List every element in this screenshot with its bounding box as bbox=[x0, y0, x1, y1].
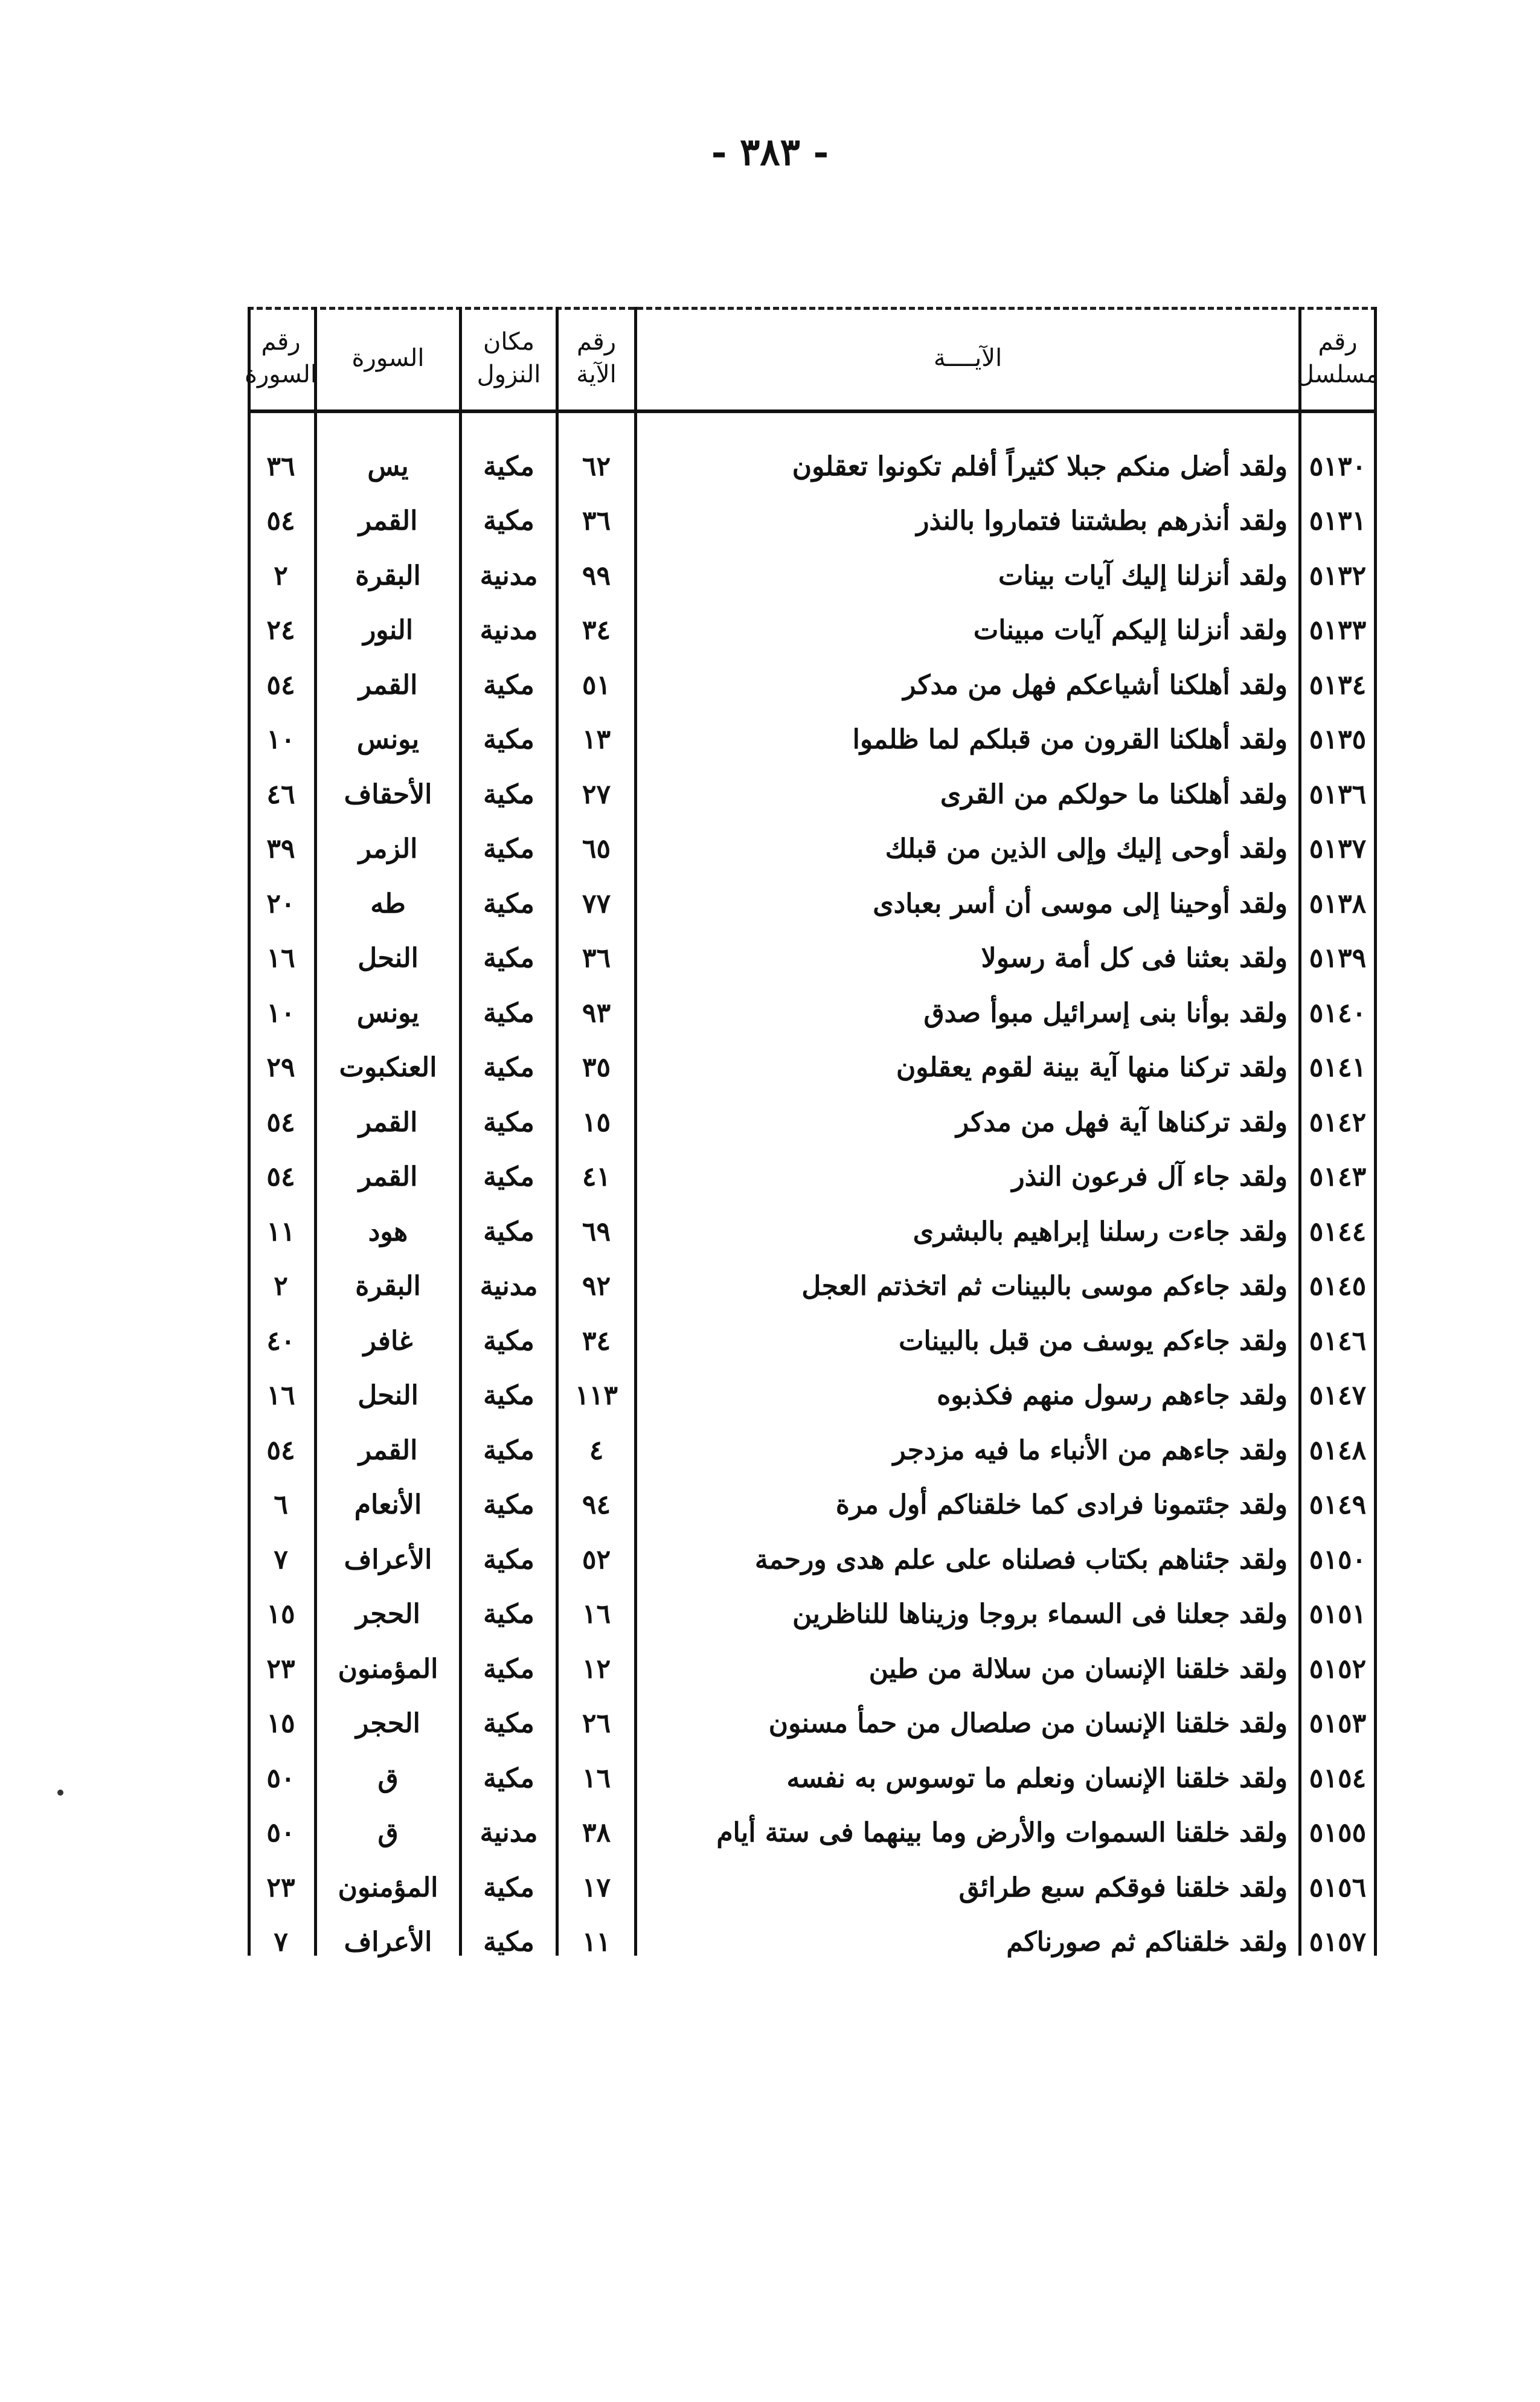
surah-cell: الأنعام bbox=[354, 1489, 422, 1520]
ayah-number-cell: ٢٦ bbox=[582, 1708, 611, 1739]
place-cell: مكية bbox=[483, 1216, 534, 1247]
table-row bbox=[248, 1643, 1377, 1694]
header-serial: رقم مسلسل bbox=[1296, 328, 1379, 388]
surah-cell: ق bbox=[377, 1817, 399, 1848]
serial-cell: ٥١٤٠ bbox=[1309, 997, 1367, 1029]
serial-cell: ٥١٤١ bbox=[1309, 1052, 1367, 1083]
serial-cell: ٥١٥٥ bbox=[1309, 1817, 1367, 1848]
serial-cell: ٥١٣٩ bbox=[1309, 943, 1367, 974]
ayah-number-cell: ٦٩ bbox=[582, 1216, 611, 1247]
ayah-number-cell: ٢٧ bbox=[582, 779, 611, 810]
header-surah: السورة bbox=[351, 344, 425, 372]
surah-cell: طه bbox=[370, 888, 406, 919]
table-row bbox=[248, 987, 1377, 1038]
ayah-number-cell: ٦٢ bbox=[582, 451, 611, 482]
serial-cell: ٥١٣٢ bbox=[1309, 560, 1367, 591]
table-row bbox=[248, 660, 1377, 710]
ayah-cell: ولقد خلقنا الإنسان من صلصال من حمأ مسنون bbox=[768, 1708, 1288, 1739]
place-cell: مكية bbox=[483, 1489, 534, 1520]
ayah-number-cell: ٣٨ bbox=[582, 1817, 611, 1848]
place-cell: مكية bbox=[483, 997, 534, 1029]
table-row bbox=[248, 1425, 1377, 1476]
ayah-cell: ولقد أنذرهم بطشتنا فتماروا بالنذر bbox=[916, 506, 1288, 536]
surah-cell: النحل bbox=[358, 1380, 419, 1411]
surah-number-cell: ١٦ bbox=[266, 1380, 295, 1411]
table-row bbox=[248, 769, 1377, 820]
ayah-number-cell: ١٥ bbox=[582, 1106, 611, 1138]
surah-number-cell: ٤٦ bbox=[266, 779, 295, 810]
surah-cell: يس bbox=[367, 451, 409, 482]
serial-cell: ٥١٣٨ bbox=[1309, 888, 1367, 919]
surah-number-cell: ٥٠ bbox=[266, 1817, 295, 1848]
ayah-number-cell: ٥١ bbox=[582, 669, 611, 701]
surah-number-cell: ١٥ bbox=[266, 1599, 295, 1630]
surah-cell: الأحقاف bbox=[344, 779, 432, 810]
surah-cell: النور bbox=[363, 615, 413, 646]
serial-cell: ٥١٣٦ bbox=[1309, 779, 1367, 810]
serial-cell: ٥١٥٣ bbox=[1309, 1708, 1367, 1739]
header-ayah: الآيــــة bbox=[933, 344, 1003, 372]
ayah-cell: ولقد جاءكم يوسف من قبل بالبينات bbox=[899, 1325, 1288, 1357]
surah-cell: البقرة bbox=[355, 560, 421, 591]
ayah-number-cell: ٧٧ bbox=[582, 888, 611, 919]
ayah-cell: ولقد بوأنا بنى إسرائيل مبوأ صدق bbox=[923, 997, 1288, 1029]
place-cell: مكية bbox=[483, 1052, 534, 1083]
surah-number-cell: ٢ bbox=[274, 560, 288, 591]
surah-number-cell: ٥٤ bbox=[266, 1434, 295, 1466]
surah-cell: البقرة bbox=[355, 1271, 421, 1302]
table-row bbox=[248, 550, 1377, 601]
place-cell: مكية bbox=[483, 506, 534, 536]
place-cell: مكية bbox=[483, 669, 534, 701]
table-row bbox=[248, 1152, 1377, 1203]
serial-cell: ٥١٣٣ bbox=[1309, 615, 1367, 646]
ayah-cell: ولقد تركنا منها آية بينة لقوم يعقلون bbox=[896, 1052, 1288, 1083]
header-surah-number: رقم السورة bbox=[245, 328, 317, 388]
surah-number-cell: ٦ bbox=[274, 1489, 288, 1520]
surah-number-cell: ٥٤ bbox=[266, 1161, 295, 1192]
serial-cell: ٥١٤٩ bbox=[1309, 1489, 1367, 1520]
serial-cell: ٥١٣٧ bbox=[1309, 833, 1367, 864]
ayah-number-cell: ٣٥ bbox=[582, 1052, 611, 1083]
surah-cell: القمر bbox=[358, 1434, 418, 1466]
surah-number-cell: ٢٩ bbox=[266, 1052, 295, 1083]
surah-number-cell: ٢٣ bbox=[266, 1872, 295, 1903]
place-cell: مدنية bbox=[480, 1271, 538, 1302]
serial-cell: ٥١٣٤ bbox=[1309, 669, 1367, 701]
place-cell: مكية bbox=[483, 1872, 534, 1903]
ayah-number-cell: ٤١ bbox=[582, 1161, 611, 1192]
place-cell: مكية bbox=[483, 943, 534, 974]
ayah-number-cell: ٣٤ bbox=[582, 1325, 611, 1357]
surah-number-cell: ١١ bbox=[266, 1216, 295, 1247]
table-row bbox=[248, 1370, 1377, 1421]
ayah-number-cell: ١١ bbox=[582, 1927, 611, 1957]
serial-cell: ٥١٥٤ bbox=[1309, 1762, 1367, 1794]
ayah-number-cell: ٦٥ bbox=[582, 833, 611, 864]
ayah-cell: ولقد خلقنا فوقكم سبع طرائق bbox=[958, 1872, 1288, 1903]
ayah-number-cell: ١٦ bbox=[582, 1762, 611, 1794]
surah-number-cell: ٥٤ bbox=[266, 506, 295, 536]
serial-cell: ٥١٥٠ bbox=[1309, 1544, 1367, 1575]
table-row bbox=[248, 1261, 1377, 1312]
place-cell: مكية bbox=[483, 1653, 534, 1684]
ayah-number-cell: ١٦ bbox=[582, 1599, 611, 1630]
surah-number-cell: ٣٦ bbox=[266, 451, 295, 482]
serial-cell: ٥١٤٣ bbox=[1309, 1161, 1367, 1192]
place-cell: مكية bbox=[483, 779, 534, 810]
surah-cell: العنكبوت bbox=[339, 1052, 437, 1083]
ayah-cell: ولقد أنزلنا إليك آيات بينات bbox=[998, 560, 1288, 591]
surah-cell: غافر bbox=[363, 1325, 413, 1357]
table-row bbox=[248, 605, 1377, 656]
table-row bbox=[248, 1698, 1377, 1749]
ayah-number-cell: ١٣ bbox=[582, 724, 611, 755]
surah-cell: يونس bbox=[356, 997, 420, 1029]
place-cell: مكية bbox=[483, 451, 534, 482]
table-row bbox=[248, 1534, 1377, 1585]
surah-number-cell: ١٥ bbox=[266, 1708, 295, 1739]
surah-number-cell: ١٠ bbox=[266, 724, 295, 755]
ayah-cell: ولقد جاء آل فرعون النذر bbox=[1012, 1161, 1288, 1192]
place-cell: مكية bbox=[483, 888, 534, 919]
surah-number-cell: ٣٩ bbox=[266, 833, 295, 864]
ayah-number-cell: ٣٤ bbox=[582, 615, 611, 646]
index-table bbox=[245, 307, 1379, 1957]
ayah-cell: ولقد خلقناكم ثم صورناكم bbox=[1006, 1927, 1288, 1957]
serial-cell: ٥١٤٧ bbox=[1309, 1380, 1367, 1411]
ayah-cell: ولقد خلقنا الإنسان من سلالة من طين bbox=[868, 1653, 1288, 1684]
surah-cell: الحجر bbox=[356, 1599, 420, 1630]
ayah-number-cell: ٣٦ bbox=[582, 943, 611, 974]
place-cell: مكية bbox=[483, 1599, 534, 1630]
ayah-cell: ولقد أوحى إليك وإلى الذين من قبلك bbox=[885, 833, 1288, 864]
surah-cell: القمر bbox=[358, 1106, 418, 1138]
table-row bbox=[248, 1206, 1377, 1257]
serial-cell: ٥١٣٥ bbox=[1309, 724, 1367, 755]
surah-cell: يونس bbox=[356, 724, 420, 755]
ayah-cell: ولقد تركناها آية فهل من مدكر bbox=[955, 1106, 1288, 1138]
table-row bbox=[248, 824, 1377, 875]
table-row bbox=[248, 1315, 1377, 1366]
surah-number-cell: ٢٣ bbox=[266, 1653, 295, 1684]
ayah-cell: ولقد خلقنا السموات والأرض وما بينهما فى ستة أيام bbox=[716, 1817, 1288, 1848]
ayah-number-cell: ٥٢ bbox=[582, 1544, 611, 1575]
surah-number-cell: ١٦ bbox=[266, 943, 295, 974]
table-row bbox=[248, 1589, 1377, 1640]
ayah-cell: ولقد أضل منكم جبلا كثيراً أفلم تكونوا تعقلون bbox=[792, 451, 1288, 482]
surah-cell: النحل bbox=[358, 943, 419, 974]
serial-cell: ٥١٥٦ bbox=[1309, 1872, 1367, 1903]
serial-cell: ٥١٤٥ bbox=[1309, 1271, 1367, 1302]
surah-number-cell: ١٠ bbox=[266, 997, 295, 1029]
ayah-cell: ولقد جاءهم رسول منهم فكذبوه bbox=[937, 1380, 1288, 1411]
table-row bbox=[248, 1862, 1377, 1913]
place-cell: مكية bbox=[483, 1708, 534, 1739]
ayah-cell: ولقد أنزلنا إليكم آيات مبينات bbox=[973, 615, 1288, 646]
surah-cell: هود bbox=[368, 1216, 408, 1247]
surah-cell: المؤمنون bbox=[338, 1872, 438, 1903]
ayah-number-cell: ١١٣ bbox=[575, 1380, 618, 1411]
ayah-number-cell: ٣٦ bbox=[582, 506, 611, 536]
serial-cell: ٥١٣٠ bbox=[1309, 451, 1367, 482]
surah-cell: ق bbox=[377, 1762, 399, 1794]
ayah-cell: ولقد أوحينا إلى موسى أن أسر بعبادى bbox=[873, 888, 1288, 919]
surah-cell: القمر bbox=[358, 669, 418, 701]
surah-number-cell: ٥٠ bbox=[266, 1762, 295, 1794]
place-cell: مدنية bbox=[480, 560, 538, 591]
table-row bbox=[248, 441, 1377, 492]
serial-cell: ٥١٤٨ bbox=[1309, 1434, 1367, 1466]
serial-cell: ٥١٣١ bbox=[1309, 506, 1367, 536]
ayah-number-cell: ١٧ bbox=[582, 1872, 611, 1903]
place-cell: مدنية bbox=[480, 615, 538, 646]
place-cell: مكية bbox=[483, 1434, 534, 1466]
table-row bbox=[248, 496, 1377, 547]
page-number: - ٣٨٣ - bbox=[711, 130, 829, 174]
place-cell: مكية bbox=[483, 1544, 534, 1575]
table-row bbox=[248, 878, 1377, 929]
surah-cell: الأعراف bbox=[344, 1927, 432, 1957]
table-row bbox=[248, 1917, 1377, 1968]
place-cell: مكية bbox=[483, 1380, 534, 1411]
ayah-cell: ولقد أهلكنا ما حولكم من القرى bbox=[940, 779, 1288, 810]
place-cell: مكية bbox=[483, 833, 534, 864]
speck bbox=[57, 1790, 63, 1796]
header-rule bbox=[248, 409, 1377, 413]
surah-number-cell: ٢٤ bbox=[266, 615, 295, 646]
place-cell: مكية bbox=[483, 1106, 534, 1138]
place-cell: مكية bbox=[483, 1927, 534, 1957]
ayah-cell: ولقد بعثنا فى كل أمة رسولا bbox=[981, 943, 1288, 974]
ayah-cell: ولقد خلقنا الإنسان ونعلم ما توسوس به نفسه bbox=[786, 1762, 1288, 1794]
ayah-number-cell: ١٢ bbox=[582, 1653, 611, 1684]
ayah-cell: ولقد جاءت رسلنا إبراهيم بالبشرى bbox=[913, 1216, 1288, 1247]
table-row bbox=[248, 1480, 1377, 1530]
serial-cell: ٥١٤٦ bbox=[1309, 1325, 1367, 1357]
serial-cell: ٥١٥٢ bbox=[1309, 1653, 1367, 1684]
surah-cell: الزمر bbox=[358, 833, 418, 864]
ayah-cell: ولقد أهلكنا القرون من قبلكم لما ظلموا bbox=[852, 724, 1288, 755]
ayah-cell: ولقد أهلكنا أشياعكم فهل من مدكر bbox=[903, 669, 1288, 701]
serial-cell: ٥١٥٧ bbox=[1309, 1927, 1367, 1957]
surah-cell: الأعراف bbox=[344, 1544, 432, 1575]
place-cell: مكية bbox=[483, 724, 534, 755]
table-top-rule bbox=[248, 307, 1377, 310]
ayah-number-cell: ٩٢ bbox=[582, 1271, 611, 1302]
table-row bbox=[248, 1753, 1377, 1803]
header-ayah-number: رقم الآية bbox=[576, 328, 617, 388]
place-cell: مكية bbox=[483, 1161, 534, 1192]
surah-cell: المؤمنون bbox=[338, 1653, 438, 1684]
surah-number-cell: ٢٠ bbox=[266, 888, 295, 919]
serial-cell: ٥١٤٤ bbox=[1309, 1216, 1367, 1247]
ayah-number-cell: ٩٣ bbox=[582, 997, 611, 1029]
surah-number-cell: ٧ bbox=[274, 1927, 288, 1957]
table-row bbox=[248, 1097, 1377, 1148]
surah-number-cell: ٥٤ bbox=[266, 1106, 295, 1138]
ayah-number-cell: ٤ bbox=[589, 1434, 604, 1466]
header-place: مكان النزول bbox=[476, 328, 541, 388]
surah-cell: القمر bbox=[358, 1161, 418, 1192]
place-cell: مدنية bbox=[480, 1817, 538, 1848]
surah-number-cell: ٧ bbox=[274, 1544, 288, 1575]
serial-cell: ٥١٤٢ bbox=[1309, 1106, 1367, 1138]
ayah-cell: ولقد جئتمونا فرادى كما خلقناكم أول مرة bbox=[835, 1489, 1288, 1520]
ayah-number-cell: ٩٤ bbox=[582, 1489, 611, 1520]
table-row bbox=[248, 933, 1377, 984]
ayah-cell: ولقد جاءكم موسى بالبينات ثم اتخذتم العجل bbox=[801, 1271, 1288, 1302]
ayah-cell: ولقد جعلنا فى السماء بروجا وزيناها للناظرين bbox=[792, 1599, 1288, 1630]
table-row bbox=[248, 1042, 1377, 1093]
surah-cell: القمر bbox=[358, 506, 418, 536]
serial-cell: ٥١٥١ bbox=[1309, 1599, 1367, 1630]
place-cell: مكية bbox=[483, 1325, 534, 1357]
ayah-cell: ولقد جئناهم بكتاب فصلناه على علم هدى ورحمة bbox=[754, 1544, 1288, 1575]
surah-number-cell: ٤٠ bbox=[266, 1325, 295, 1357]
table-row bbox=[248, 1808, 1377, 1858]
surah-number-cell: ٥٤ bbox=[266, 669, 295, 701]
surah-cell: الحجر bbox=[356, 1708, 420, 1739]
ayah-cell: ولقد جاءهم من الأنباء ما فيه مزدجر bbox=[893, 1434, 1288, 1466]
place-cell: مكية bbox=[483, 1762, 534, 1794]
surah-number-cell: ٢ bbox=[274, 1271, 288, 1302]
table-row bbox=[248, 714, 1377, 765]
ayah-number-cell: ٩٩ bbox=[582, 560, 611, 591]
